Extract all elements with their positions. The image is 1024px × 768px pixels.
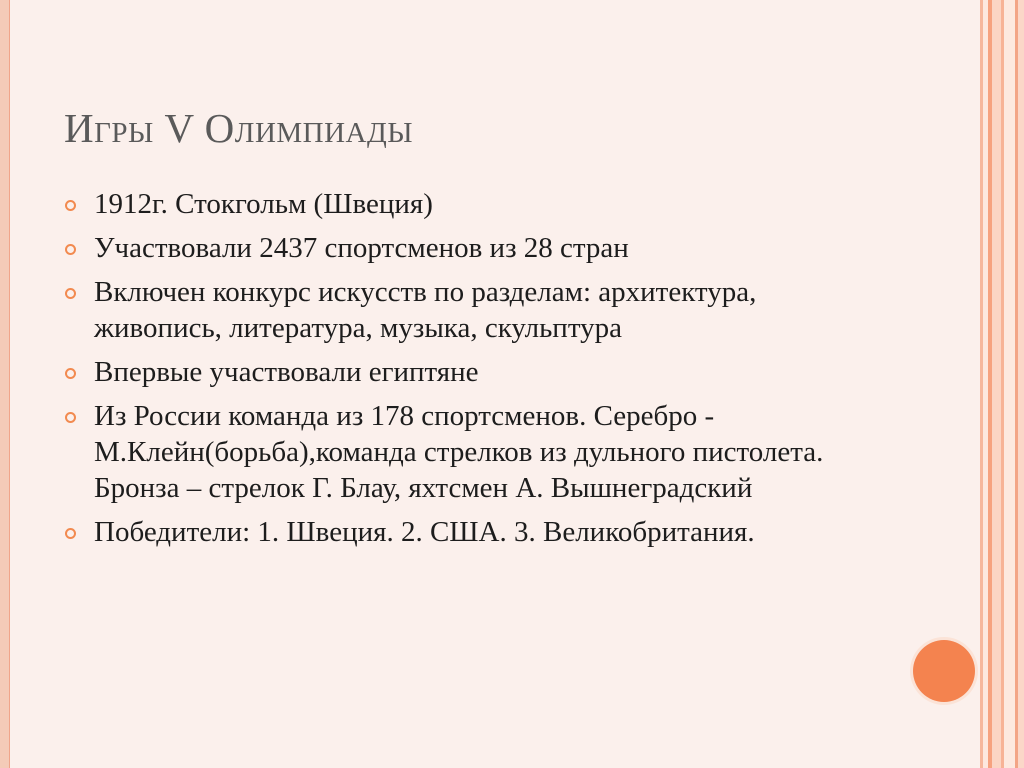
bullet-item [64,354,864,390]
bullet-text: Участвовали 2437 спортсменов из 28 стран [94,232,629,264]
bullet-text: Впервые участвовали египтяне [94,356,479,388]
circle-bullet-icon [65,288,76,299]
left-border [0,0,9,768]
bullet-list [64,186,864,558]
circle-bullet-icon [65,412,76,423]
right-decorative-stripe-8 [1018,0,1024,768]
circle-bullet-icon [65,200,76,211]
left-border-line [9,0,10,768]
bullet-item [64,274,864,346]
circle-bullet-icon [65,528,76,539]
bullet-item [64,186,864,222]
right-decorative-stripe-4 [992,0,1001,768]
circle-bullet-icon [65,244,76,255]
bullet-text: Победители: 1. Швеция. 2. США. 3. Великобритания. [94,516,755,548]
bullet-text: 1912г. Стокгольм (Швеция) [94,188,433,220]
orange-decorative-circle [913,640,975,702]
right-decorative-stripe-6 [1004,0,1015,768]
circle-bullet-icon [65,368,76,379]
bullet-item [64,398,864,506]
bullet-item [64,514,864,550]
slide-title: Игры V Олимпиады [64,105,414,151]
bullet-text: Включен конкурс искусств по разделам: архитектура, живопись, литература, музыка, скульптура [94,276,757,344]
bullet-item [64,230,864,266]
bullet-text: Из России команда из 178 спортсменов. Серебро - М.Клейн(борьба),команда стрелков из дульного пистолета. Бронза – стрелок Г. Блау, яхтсмен А. Вышнеградский [94,400,824,504]
